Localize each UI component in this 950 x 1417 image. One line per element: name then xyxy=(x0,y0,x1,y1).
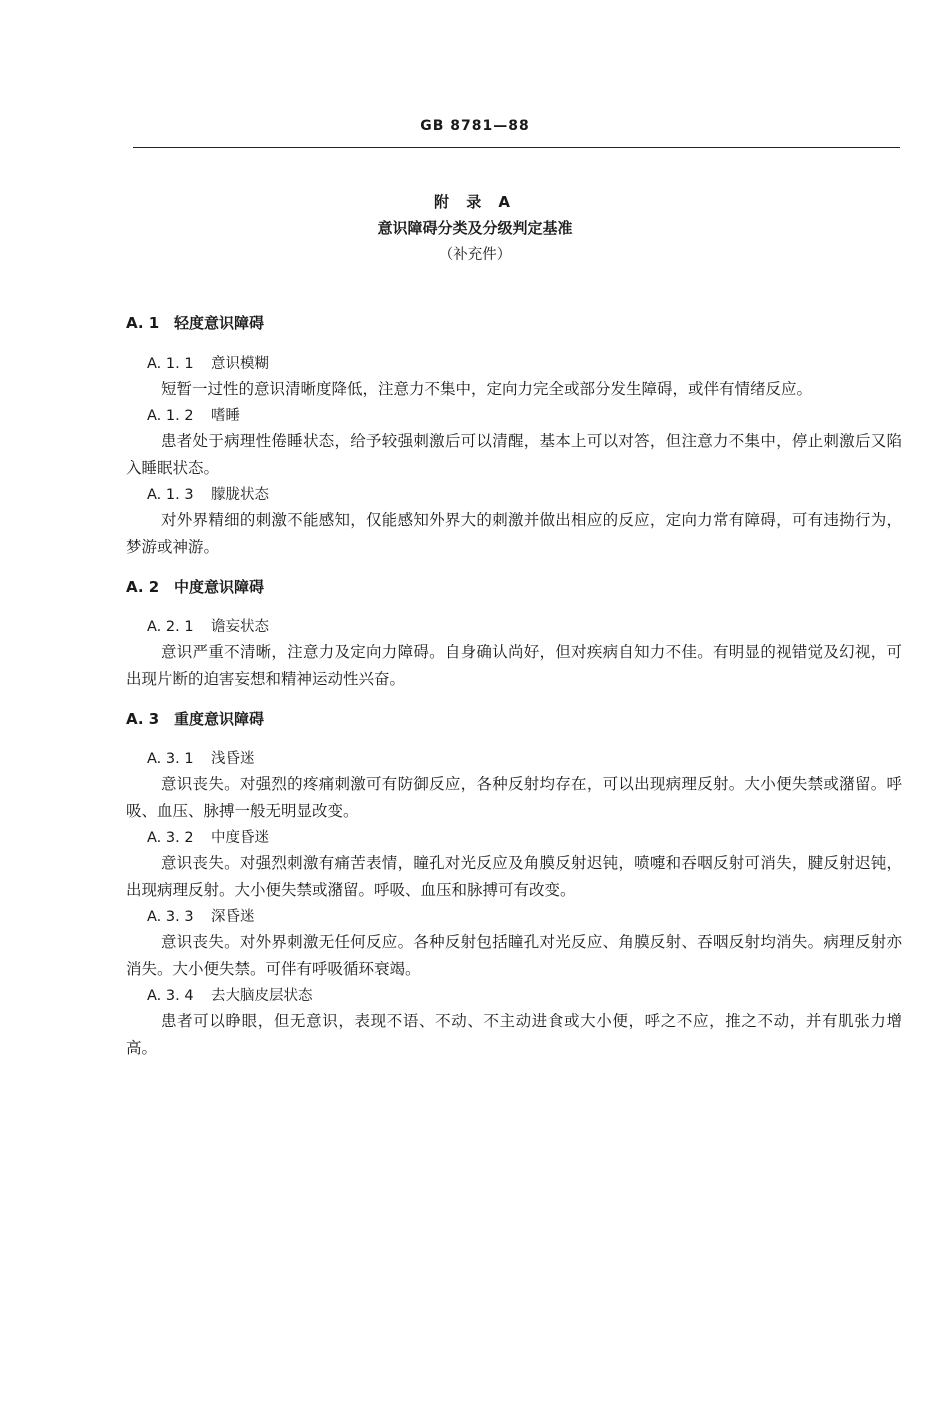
subsection-title: 去大脑皮层状态 xyxy=(211,988,313,1004)
subsection-title: 深昏迷 xyxy=(211,909,255,925)
appendix-title: 附 录 A xyxy=(433,193,517,211)
subsection-heading xyxy=(147,747,255,768)
subsection-text: 意识丧失。对强烈的疼痛刺激可有防御反应，各种反射均存在，可以出现病理反射。大小便失禁或潴留。呼吸、血压、脉搏一般无明显改变。 xyxy=(126,775,902,820)
subsection-number: A. 3. 1 xyxy=(147,751,194,767)
section-title: 轻度意识障碍 xyxy=(174,314,265,332)
section-heading xyxy=(126,576,264,597)
subsection-text: 意识丧失。对强烈刺激有痛苦表情，瞳孔对光反应及角膜反射迟钝，喷嚏和吞咽反射可消失，腱反射迟钝，出现病理反射。大小便失禁或潴留。呼吸、血压和脉搏可有改变。 xyxy=(126,854,902,899)
subsection-heading xyxy=(147,984,313,1005)
section-title: 中度意识障碍 xyxy=(174,578,265,596)
subsection-title: 朦胧状态 xyxy=(211,487,269,503)
document-title: 意识障碍分类及分级判定基准 xyxy=(377,219,573,237)
subsection-heading xyxy=(147,352,269,373)
subsection-number: A. 1. 2 xyxy=(147,408,194,424)
subsection-text: 患者处于病理性倦睡状态，给予较强刺激后可以清醒，基本上可以对答，但注意力不集中，停止刺激后又陷入睡眠状态。 xyxy=(126,432,902,477)
subsection-title: 谵妄状态 xyxy=(211,619,269,635)
header-rule xyxy=(133,147,900,148)
subsection-number: A. 3. 4 xyxy=(147,988,194,1004)
subsection-title: 意识模糊 xyxy=(211,356,269,372)
section-heading xyxy=(126,312,264,333)
subsection-heading xyxy=(147,826,269,847)
subsection-text: 意识丧失。对外界刺激无任何反应。各种反射包括瞳孔对光反应、角膜反射、吞咽反射均消失。病理反射亦消失。大小便失禁。可伴有呼吸循环衰竭。 xyxy=(126,933,902,978)
subsection-text: 患者可以睁眼，但无意识，表现不语、不动、不主动进食或大小便，呼之不应，推之不动，并有肌张力增高。 xyxy=(126,1012,902,1057)
subsection-text: 对外界精细的刺激不能感知，仅能感知外界大的刺激并做出相应的反应，定向力常有障碍，可有违拗行为，梦游或神游。 xyxy=(126,511,902,556)
section-number: A. 3 xyxy=(126,710,160,728)
section-number: A. 2 xyxy=(126,578,160,596)
section-title: 重度意识障碍 xyxy=(174,710,265,728)
subsection-number: A. 1. 3 xyxy=(147,487,194,503)
subsection-number: A. 3. 2 xyxy=(147,830,194,846)
section-number: A. 1 xyxy=(126,314,160,332)
standard-code: GB 8781—88 xyxy=(420,118,530,134)
section-heading xyxy=(126,708,264,729)
subsection-heading xyxy=(147,615,269,636)
subsection-title: 中度昏迷 xyxy=(211,830,269,846)
supplement-label: （补充件） xyxy=(438,247,512,263)
subsection-text: 意识严重不清晰，注意力及定向力障碍。自身确认尚好，但对疾病自知力不佳。有明显的视错觉及幻视，可出现片断的迫害妄想和精神运动性兴奋。 xyxy=(126,643,902,688)
subsection-number: A. 2. 1 xyxy=(147,619,194,635)
subsection-heading xyxy=(147,905,255,926)
subsection-number: A. 3. 3 xyxy=(147,909,194,925)
subsection-title: 嗜睡 xyxy=(211,408,240,424)
subsection-number: A. 1. 1 xyxy=(147,356,194,372)
subsection-heading xyxy=(147,483,269,504)
subsection-heading xyxy=(147,404,240,425)
subsection-title: 浅昏迷 xyxy=(211,751,255,767)
subsection-text: 短暂一过性的意识清晰度降低，注意力不集中，定向力完全或部分发生障碍，或伴有情绪反应。 xyxy=(161,380,813,398)
